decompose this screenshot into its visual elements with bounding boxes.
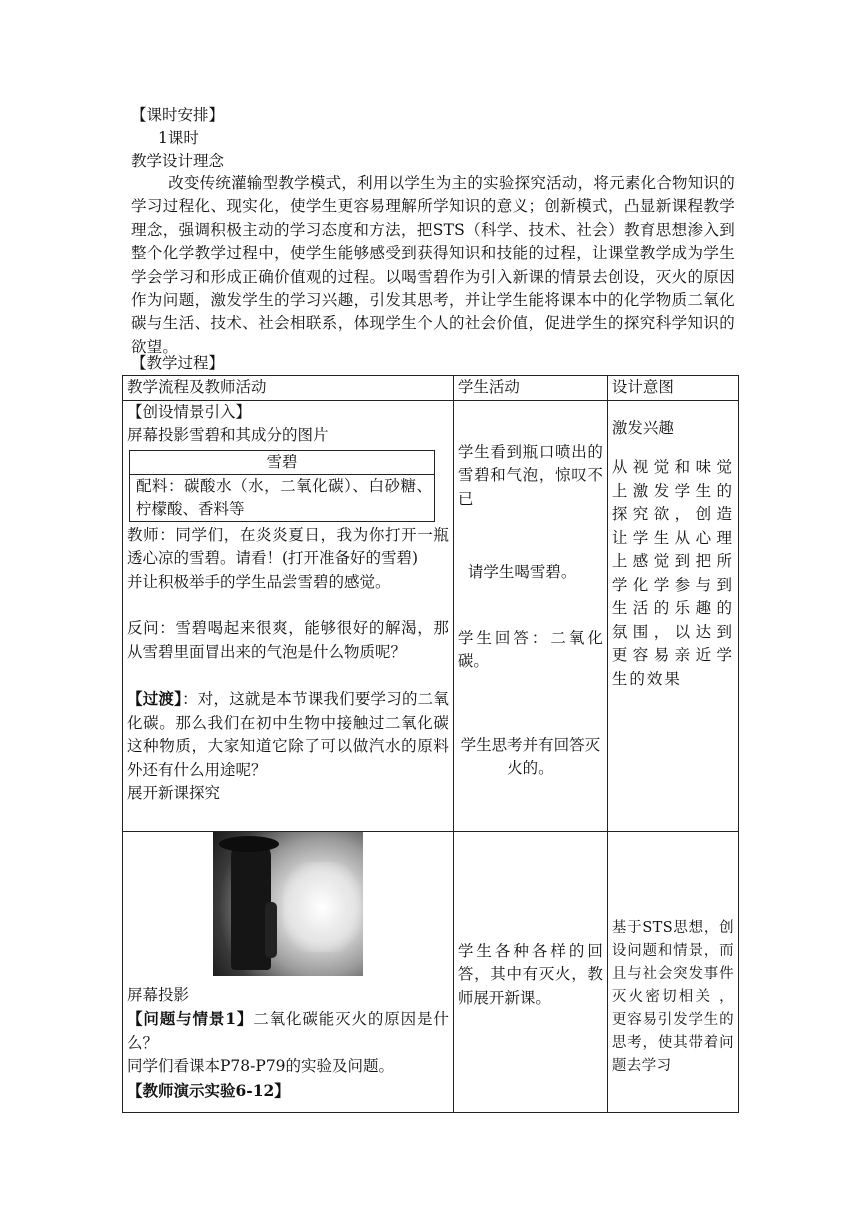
header-student-activity: 学生活动 [453,376,607,401]
student-activity-3: 学生回答：二氧化碳。 [457,628,603,670]
transition-label: 【过渡】 [127,689,183,708]
inner-table-content: 配料：碳酸水（水，二氧化碳）、白砂糖、柠檬酸、香料等 [130,474,435,521]
firefighter-photo [213,832,363,976]
teacher-activity-cell [123,831,454,1112]
design-intent-1: 激发兴趣 [611,418,674,437]
transition-text [127,687,449,782]
transition-body: ：对，这就是本节课我们要学习的二氧化碳。那么我们在初中生物中接触过二氧化碳这种物质，大家知道它除了可以做汽水的原料外还有什么用途呢？ [127,690,449,779]
table-row [123,400,739,831]
header-teacher-activity: 教学流程及教师活动 [123,376,454,401]
teacher-activity-cell [123,400,454,831]
process-heading: 【教学过程】 [131,354,225,372]
teaching-process-table [122,375,739,1113]
table-header-row [123,376,739,401]
projection-text: 屏幕投影 [127,985,190,1004]
inner-table-title: 雪碧 [130,450,435,474]
design-paragraph: 改变传统灌输型教学模式，利用以学生为主的实验探究活动，将元素化合物知识的学习过程化、现实化，使学生更容易理解所学知识的意义；创新模式，凸显新课程教学理念，强调积极主动的学习态度和方法，把STS（科学、技术、社会）教育思想渗入到整个化学教学过程中，使学生能够感受到获得知识和技能的过程，让课堂教学成为学生学会学习和形成正确价值观的过程。以喝雪碧作为引入新课的情景去创设，灭火的原因作为问题，激发学生的学习兴趣，引发其思考，并让学生能将课本中的化学物质二氧化碳与生活、技术、社会相联系，体现学生个人的社会价值，促进学生的探究科学知识的欲望。 [131,174,735,356]
design-intent-cell [607,400,738,831]
header-design-intent: 设计意图 [607,376,738,401]
design-heading: 教学设计理念 [131,152,225,170]
student-activity-cell [453,831,607,1112]
teacher-speech: 教师：同学们，在炎炎夏日，我为你打开一瓶透心凉的雪碧。请看！(打开准备好的雪碧) [127,525,449,567]
demo-text: 【教师演示实验6-12】 [127,1080,290,1100]
problem-body: 二氧化碳能灭火的原因是什么？ [127,1010,449,1052]
student-activity-cell [453,400,607,831]
schedule-value: 1课时 [158,129,199,147]
projection-text: 屏幕投影雪碧和其成分的图片 [127,426,329,444]
problem-text [127,1007,449,1055]
design-intent-cell [607,831,738,1112]
question-text: 反问：雪碧喝起来很爽，能够很好的解渴，那从雪碧里面冒出来的气泡是什么物质呢？ [127,619,449,661]
student-activity-1: 学生各种各样的回答，其中有灭火，教师展开新课。 [457,941,603,1007]
student-activity-2: 请学生喝雪碧。 [467,563,577,581]
extinguisher-icon [265,902,277,958]
design-intent-1: 基于STS思想，创设问题和情景，而且与社会突发事件灭火密切相关 ，更容易引发学生的思考，使其带着问题去学习 [611,919,734,1074]
student-activity-4: 学生思考并有回答灭火的。 [460,735,601,777]
schedule-heading: 【课时安排】 [131,106,225,124]
table-row [123,831,739,1112]
expand-text: 展开新课探究 [127,784,221,802]
reading-text: 同学们看课本P78-P79的实验及问题。 [127,1057,395,1075]
problem-label: 【问题与情景1】 [127,1009,254,1028]
design-intent-2: 从视觉和味觉上激发学生的探究欲，创造让学生从心理上感觉到把所学化学参与到生活的乐趣的氛围，以达到更容易亲近学生的效果 [611,458,734,688]
teacher-action: 并让积极举手的学生品尝雪碧的感觉。 [127,572,391,591]
student-activity-1: 学生看到瓶口喷出的雪碧和气泡，惊叹不已 [457,442,603,508]
section-title: 【创设情景引入】 [127,402,252,421]
sprite-ingredients-table [129,450,435,522]
